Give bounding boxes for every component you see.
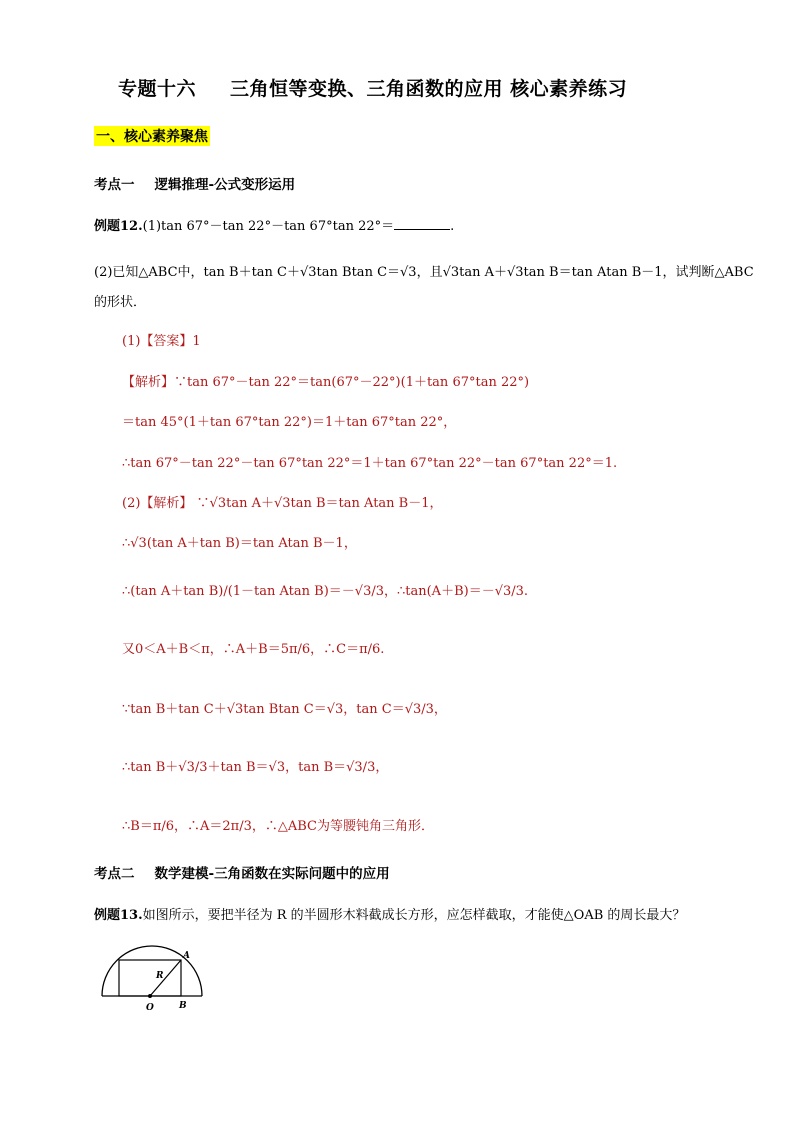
center-point — [148, 994, 152, 998]
kaodian-2-name: 数学建模-三角函数在实际问题中的应用 — [154, 866, 390, 882]
solution-2-line-1: (2)【解析】 ∵√3tan A＋√3tan B＝tan Atan B－1， — [122, 496, 443, 511]
label-r: R — [156, 971, 164, 981]
section-heading: 一、核心素养聚焦 — [94, 126, 210, 146]
label-o: O — [146, 1003, 154, 1013]
solution-2-line-7: ∴B＝π/6，∴A＝2π/3，∴△ABC为等腰钝角三角形． — [122, 819, 435, 834]
answer-1: (1)【答案】1 — [122, 334, 201, 349]
inscribed-rectangle — [119, 960, 181, 996]
radius-line — [150, 960, 181, 996]
solution-1-line-3: ∴tan 67°－tan 22°－tan 67°tan 22°＝1＋tan 67°tan 22°－tan 67°tan 22°＝1. — [122, 456, 618, 471]
kaodian-1-label: 考点一 — [94, 177, 135, 193]
title-topic-name: 三角恒等变换、三角函数的应用 核心素养练习 — [230, 78, 628, 100]
answer-blank — [394, 217, 450, 230]
kaodian-1-heading — [94, 173, 295, 193]
kaodian-2-label: 考点二 — [94, 866, 135, 882]
solution-1-line-1: 【解析】∵tan 67°－tan 22°＝tan(67°－22°)(1＋tan 67°tan 22°) — [122, 375, 530, 390]
title-topic-number: 专题十六 — [118, 78, 197, 100]
solution-2-line-5: ∵tan B＋tan C＋√3tan Btan C＝√3，tan C＝√3/3， — [122, 702, 447, 717]
page-title — [118, 74, 627, 101]
label-a: A — [183, 951, 190, 961]
example-12-label: 例题12. — [94, 219, 143, 234]
semicircle-figure — [96, 940, 212, 1016]
solution-2-line-2: ∴√3(tan A＋tan B)＝tan Atan B－1， — [122, 536, 357, 551]
example-13-label: 例题13. — [94, 908, 143, 923]
q1-period: . — [450, 219, 455, 234]
kaodian-1-name: 逻辑推理-公式变形运用 — [154, 177, 296, 193]
example-12-q2-line2: 的形状． — [94, 295, 147, 310]
kaodian-2-heading — [94, 862, 390, 882]
label-b: B — [179, 1001, 187, 1011]
example-12-q2-line1: (2)已知△ABC中，tan B＋tan C＋√3tan Btan C＝√3，且√3tan A＋√3tan B＝tan Atan B－1，试判断△ABC — [94, 265, 754, 280]
example-13-text: 如图所示，要把半径为 R 的半圆形木料截成长方形，应怎样截取，才能使△OAB 的周长最大？ — [142, 908, 686, 923]
solution-2-line-3: ∴(tan A＋tan B)/(1－tan Atan B)＝－√3/3，∴tan(A＋B)＝－√3/3. — [122, 584, 529, 599]
example-12-q1-text: (1)tan 67°－tan 22°－tan 67°tan 22°＝ — [142, 219, 395, 234]
example-13 — [94, 904, 685, 923]
example-12-q1 — [94, 215, 454, 234]
solution-2-line-6: ∴tan B＋√3/3＋tan B＝√3，tan B＝√3/3， — [122, 760, 389, 775]
solution-1-line-2: ＝tan 45°(1＋tan 67°tan 22°)＝1＋tan 67°tan 22°， — [122, 415, 457, 430]
solution-2-line-4: 又0＜A＋B＜π，∴A＋B＝5π/6，∴C＝π/6. — [122, 642, 385, 657]
